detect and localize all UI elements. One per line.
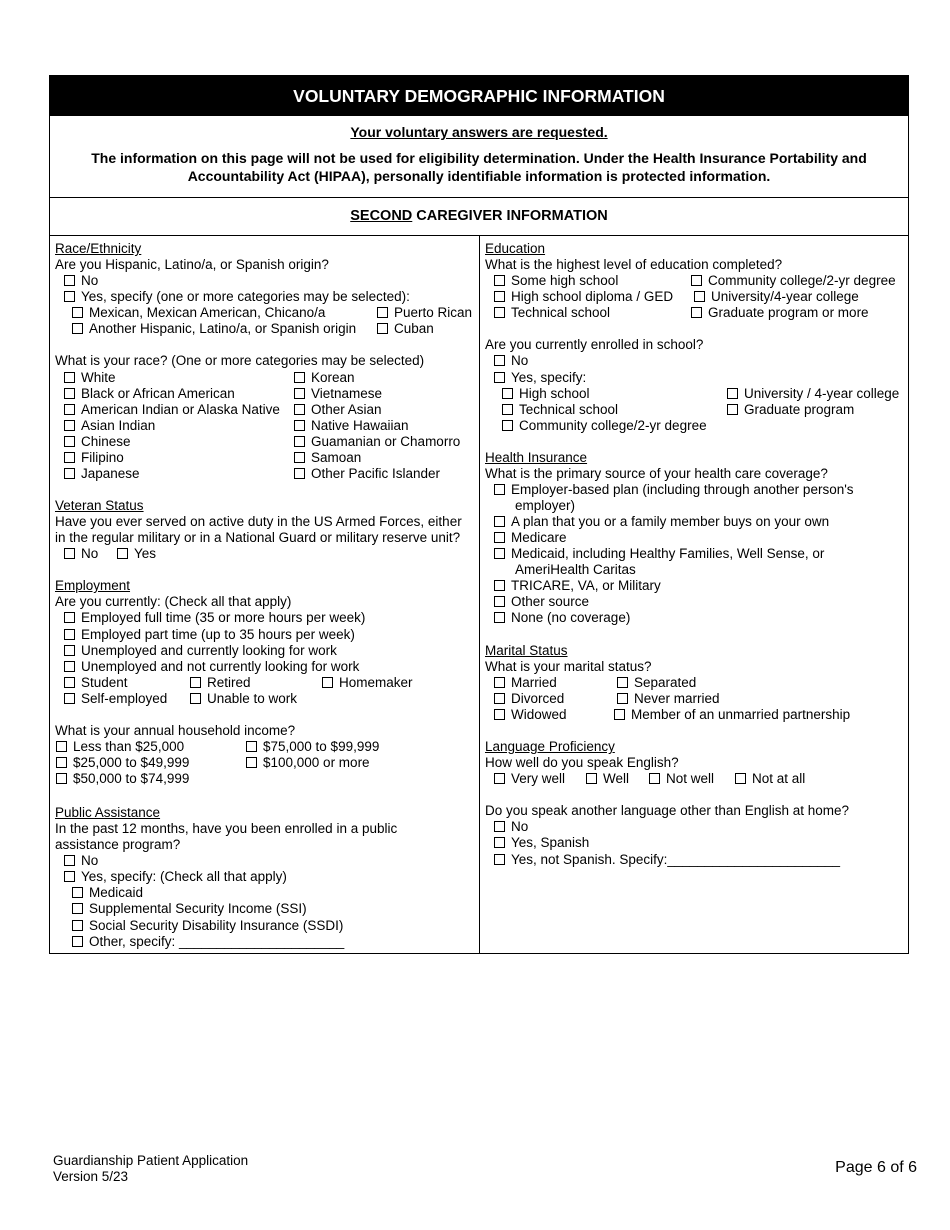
insurance-question: What is the primary source of your health care coverage? bbox=[485, 466, 828, 481]
checkbox[interactable] bbox=[72, 887, 83, 898]
checkbox[interactable] bbox=[494, 580, 505, 591]
race-option: Vietnamese bbox=[294, 386, 382, 402]
marital-option: Member of an unmarried partnership bbox=[614, 707, 850, 723]
checkbox[interactable] bbox=[502, 420, 513, 431]
income-option: $100,000 or more bbox=[246, 755, 370, 771]
checkbox[interactable] bbox=[494, 677, 505, 688]
veteran-question-1: Have you ever served on active duty in the US Armed Forces, either bbox=[55, 514, 462, 529]
race-option: Samoan bbox=[294, 450, 361, 466]
enrolled-option: Community college/2-yr degree bbox=[502, 418, 707, 434]
employment-student: Student bbox=[64, 675, 128, 691]
checkbox[interactable] bbox=[294, 468, 305, 479]
checkbox[interactable] bbox=[246, 741, 257, 752]
checkbox[interactable] bbox=[494, 612, 505, 623]
checkbox[interactable] bbox=[64, 871, 75, 882]
checkbox[interactable] bbox=[494, 548, 505, 559]
race-option: Native Hawaiian bbox=[294, 418, 409, 434]
employment-question: Are you currently: (Check all that apply) bbox=[55, 594, 292, 609]
checkbox[interactable] bbox=[494, 372, 505, 383]
race-option: Korean bbox=[294, 370, 355, 386]
marital-question: What is your marital status? bbox=[485, 659, 652, 674]
insurance-employer: Employer-based plan (including through another person's bbox=[494, 482, 854, 498]
education-option: Graduate program or more bbox=[691, 305, 869, 321]
checkbox[interactable] bbox=[694, 291, 705, 302]
assistance-yes: Yes, specify: (Check all that apply) bbox=[64, 869, 287, 885]
assistance-option: Supplemental Security Income (SSI) bbox=[72, 901, 307, 917]
insurance-other: Other source bbox=[494, 594, 589, 610]
insurance-employer-cont: employer) bbox=[515, 498, 576, 513]
checkbox[interactable] bbox=[64, 420, 75, 431]
education-question: What is the highest level of education completed? bbox=[485, 257, 783, 272]
insurance-none: None (no coverage) bbox=[494, 610, 630, 626]
other-language-no: No bbox=[494, 819, 528, 835]
checkbox[interactable] bbox=[735, 773, 746, 784]
checkbox[interactable] bbox=[294, 372, 305, 383]
checkbox[interactable] bbox=[494, 709, 505, 720]
income-option: $75,000 to $99,999 bbox=[246, 739, 379, 755]
other-language-not-spanish: Yes, not Spanish. Specify:_______________________ bbox=[494, 852, 840, 868]
checkbox[interactable] bbox=[64, 677, 75, 688]
income-question: What is your annual household income? bbox=[55, 723, 296, 738]
checkbox[interactable] bbox=[56, 773, 67, 784]
checkbox[interactable] bbox=[494, 291, 505, 302]
employment-self-employed: Self-employed bbox=[64, 691, 167, 707]
veteran-yes: Yes bbox=[117, 546, 156, 562]
checkbox[interactable] bbox=[64, 436, 75, 447]
checkbox[interactable] bbox=[617, 677, 628, 688]
employment-option: Unemployed and currently looking for work bbox=[64, 643, 337, 659]
intro-box bbox=[50, 116, 908, 198]
race-heading: Race/Ethnicity bbox=[55, 241, 142, 256]
race-option: White bbox=[64, 370, 116, 386]
veteran-no: No bbox=[64, 546, 98, 562]
employment-unable: Unable to work bbox=[190, 691, 297, 707]
checkbox[interactable] bbox=[64, 661, 75, 672]
veteran-heading: Veteran Status bbox=[55, 498, 144, 513]
marital-option: Never married bbox=[617, 691, 720, 707]
enrolled-option: Technical school bbox=[502, 402, 618, 418]
checkbox[interactable] bbox=[72, 307, 83, 318]
checkbox[interactable] bbox=[64, 388, 75, 399]
checkbox[interactable] bbox=[64, 404, 75, 415]
page-number: Page 6 of 6 bbox=[835, 1159, 917, 1176]
checkbox[interactable] bbox=[64, 548, 75, 559]
employment-option: Employed part time (up to 35 hours per week) bbox=[64, 627, 355, 643]
checkbox[interactable] bbox=[586, 773, 597, 784]
checkbox[interactable] bbox=[64, 693, 75, 704]
checkbox[interactable] bbox=[727, 388, 738, 399]
checkbox[interactable] bbox=[246, 757, 257, 768]
insurance-heading: Health Insurance bbox=[485, 450, 588, 465]
demographic-form bbox=[49, 75, 909, 954]
english-question: How well do you speak English? bbox=[485, 755, 679, 770]
employment-option: Employed full time (35 or more hours per week) bbox=[64, 610, 365, 626]
education-option: University/4-year college bbox=[694, 289, 859, 305]
checkbox[interactable] bbox=[494, 854, 505, 865]
checkbox[interactable] bbox=[190, 677, 201, 688]
assistance-option-other: Other, specify: ______________________ bbox=[72, 934, 344, 950]
checkbox[interactable] bbox=[494, 837, 505, 848]
education-heading: Education bbox=[485, 241, 546, 256]
income-option: Less than $25,000 bbox=[56, 739, 184, 755]
enrolled-yes: Yes, specify: bbox=[494, 370, 586, 386]
checkbox[interactable] bbox=[294, 436, 305, 447]
checkbox[interactable] bbox=[494, 516, 505, 527]
english-level: Not well bbox=[649, 771, 714, 787]
veteran-question-2: in the regular military or in a National Guard or military reserve unit? bbox=[55, 530, 461, 545]
checkbox[interactable] bbox=[117, 548, 128, 559]
language-heading: Language Proficiency bbox=[485, 739, 615, 754]
checkbox[interactable] bbox=[494, 821, 505, 832]
hipaa-note: The information on this page will not be used for eligibility determination. Under the Health Insurance Portability and Accountability Act (HIPAA), personally identifiable information is protected information. bbox=[91, 150, 867, 184]
checkbox[interactable] bbox=[64, 452, 75, 463]
marital-option: Separated bbox=[617, 675, 696, 691]
marital-option: Married bbox=[494, 675, 557, 691]
checkbox[interactable] bbox=[691, 307, 702, 318]
marital-option: Widowed bbox=[494, 707, 567, 723]
other-language-question: Do you speak another language other than English at home? bbox=[485, 803, 850, 818]
checkbox[interactable] bbox=[64, 612, 75, 623]
checkbox[interactable] bbox=[56, 757, 67, 768]
checkbox[interactable] bbox=[494, 355, 505, 366]
education-option: Technical school bbox=[494, 305, 610, 321]
checkbox[interactable] bbox=[72, 323, 83, 334]
checkbox[interactable] bbox=[377, 307, 388, 318]
assistance-question-1: In the past 12 months, have you been enrolled in a public bbox=[55, 821, 398, 836]
race-option: Asian Indian bbox=[64, 418, 155, 434]
checkbox[interactable] bbox=[64, 291, 75, 302]
requested-notice: Your voluntary answers are requested. bbox=[350, 124, 608, 140]
checkbox[interactable] bbox=[72, 920, 83, 931]
left-column bbox=[50, 235, 480, 953]
hispanic-puerto-rican: Puerto Rican bbox=[377, 305, 472, 321]
checkbox[interactable] bbox=[294, 420, 305, 431]
checkbox[interactable] bbox=[649, 773, 660, 784]
checkbox[interactable] bbox=[494, 484, 505, 495]
insurance-medicare: Medicare bbox=[494, 530, 567, 546]
enrolled-question: Are you currently enrolled in school? bbox=[485, 337, 704, 352]
insurance-tricare: TRICARE, VA, or Military bbox=[494, 578, 661, 594]
race-option: Filipino bbox=[64, 450, 124, 466]
checkbox[interactable] bbox=[190, 693, 201, 704]
checkbox[interactable] bbox=[691, 275, 702, 286]
checkbox[interactable] bbox=[494, 275, 505, 286]
checkbox[interactable] bbox=[502, 388, 513, 399]
race-option: Other Pacific Islander bbox=[294, 466, 440, 482]
checkbox[interactable] bbox=[294, 388, 305, 399]
race-option: Black or African American bbox=[64, 386, 235, 402]
employment-homemaker: Homemaker bbox=[322, 675, 413, 691]
checkbox[interactable] bbox=[322, 677, 333, 688]
checkbox[interactable] bbox=[377, 323, 388, 334]
checkbox[interactable] bbox=[727, 404, 738, 415]
checkbox[interactable] bbox=[494, 773, 505, 784]
race-option: Japanese bbox=[64, 466, 140, 482]
race-option: Other Asian bbox=[294, 402, 382, 418]
hispanic-mexican: Mexican, Mexican American, Chicano/a bbox=[72, 305, 325, 321]
checkbox[interactable] bbox=[56, 741, 67, 752]
assistance-option: Medicaid bbox=[72, 885, 143, 901]
insurance-medicaid: Medicaid, including Healthy Families, Well Sense, or bbox=[494, 546, 824, 562]
checkbox[interactable] bbox=[72, 936, 83, 947]
checkbox[interactable] bbox=[64, 468, 75, 479]
hispanic-another: Another Hispanic, Latino/a, or Spanish origin bbox=[72, 321, 356, 337]
hispanic-question: Are you Hispanic, Latino/a, or Spanish origin? bbox=[55, 257, 329, 272]
marital-heading: Marital Status bbox=[485, 643, 568, 658]
checkbox[interactable] bbox=[294, 452, 305, 463]
enrolled-option: University / 4-year college bbox=[727, 386, 899, 402]
assistance-option: Social Security Disability Insurance (SSDI) bbox=[72, 918, 343, 934]
checkbox[interactable] bbox=[64, 855, 75, 866]
employment-option: Unemployed and not currently looking for work bbox=[64, 659, 359, 675]
checkbox[interactable] bbox=[294, 404, 305, 415]
insurance-medicaid-cont: AmeriHealth Caritas bbox=[515, 562, 636, 577]
english-level: Not at all bbox=[735, 771, 805, 787]
hispanic-no: No bbox=[64, 273, 98, 289]
hispanic-cuban: Cuban bbox=[377, 321, 434, 337]
checkbox[interactable] bbox=[502, 404, 513, 415]
hispanic-yes: Yes, specify (one or more categories may be selected): bbox=[64, 289, 410, 305]
income-option: $50,000 to $74,999 bbox=[56, 771, 189, 787]
section-title: SECOND CAREGIVER INFORMATION bbox=[50, 198, 908, 236]
insurance-plan: A plan that you or a family member buys on your own bbox=[494, 514, 829, 530]
income-option: $25,000 to $49,999 bbox=[56, 755, 189, 771]
race-question: What is your race? (One or more categories may be selected) bbox=[55, 353, 425, 368]
education-option: High school diploma / GED bbox=[494, 289, 673, 305]
footer-version: Version 5/23 bbox=[53, 1169, 129, 1184]
checkbox[interactable] bbox=[494, 596, 505, 607]
checkbox[interactable] bbox=[64, 372, 75, 383]
english-level: Well bbox=[586, 771, 629, 787]
other-language-spanish: Yes, Spanish bbox=[494, 835, 589, 851]
assistance-heading: Public Assistance bbox=[55, 805, 161, 820]
assistance-no: No bbox=[64, 853, 98, 869]
checkbox[interactable] bbox=[617, 693, 628, 704]
assistance-question-2: assistance program? bbox=[55, 837, 181, 852]
checkbox[interactable] bbox=[64, 645, 75, 656]
enrolled-option: High school bbox=[502, 386, 590, 402]
race-option: Guamanian or Chamorro bbox=[294, 434, 460, 450]
checkbox[interactable] bbox=[494, 693, 505, 704]
employment-heading: Employment bbox=[55, 578, 131, 593]
race-option: American Indian or Alaska Native bbox=[64, 402, 280, 418]
marital-option: Divorced bbox=[494, 691, 564, 707]
checkbox[interactable] bbox=[64, 275, 75, 286]
english-level: Very well bbox=[494, 771, 565, 787]
checkbox[interactable] bbox=[72, 903, 83, 914]
form-title: VOLUNTARY DEMOGRAPHIC INFORMATION bbox=[50, 76, 908, 116]
employment-retired: Retired bbox=[190, 675, 251, 691]
checkbox[interactable] bbox=[494, 532, 505, 543]
enrolled-option: Graduate program bbox=[727, 402, 854, 418]
education-option: Some high school bbox=[494, 273, 618, 289]
race-option: Chinese bbox=[64, 434, 131, 450]
checkbox[interactable] bbox=[494, 307, 505, 318]
education-option: Community college/2-yr degree bbox=[691, 273, 896, 289]
enrolled-no: No bbox=[494, 353, 528, 369]
checkbox[interactable] bbox=[64, 629, 75, 640]
right-column bbox=[480, 235, 908, 953]
footer-app-name: Guardianship Patient Application bbox=[53, 1153, 249, 1168]
checkbox[interactable] bbox=[614, 709, 625, 720]
